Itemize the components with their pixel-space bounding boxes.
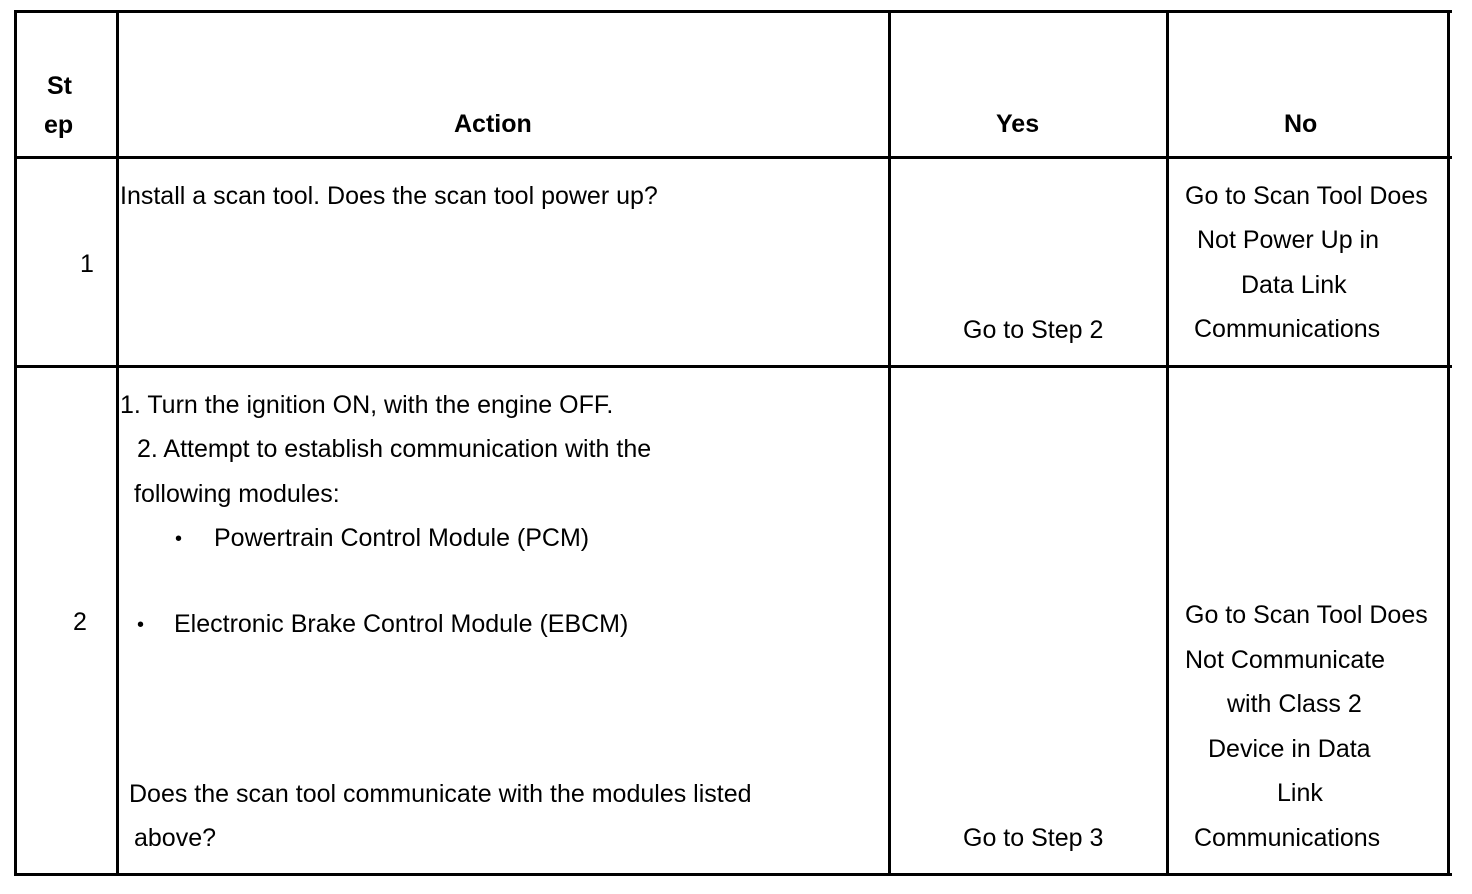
row1-no-line3: Data Link <box>1241 271 1347 299</box>
header-no: No <box>1284 110 1318 138</box>
row-divider <box>14 365 1452 368</box>
row2-action-line1: 1. Turn the ignition ON, with the engine OFF. <box>120 391 614 419</box>
row2-bullet-2: • <box>137 614 145 636</box>
row2-action-line3: following modules: <box>134 480 340 508</box>
header-yes: Yes <box>996 110 1040 138</box>
row2-no-line3: with Class 2 <box>1227 690 1362 718</box>
row2-no-line5: Link <box>1277 779 1323 807</box>
row2-action-line2: 2. Attempt to establish communication with the <box>137 435 652 463</box>
header-step-line1: St <box>47 72 72 100</box>
row1-yes: Go to Step 2 <box>963 316 1104 344</box>
table-border-left <box>14 10 17 876</box>
column-divider-step <box>116 10 119 876</box>
row1-action: Install a scan tool. Does the scan tool power up? <box>120 182 658 210</box>
row2-step: 2 <box>73 608 87 636</box>
row1-no <box>1169 181 1447 361</box>
header-divider <box>14 156 1452 159</box>
column-divider-action <box>888 10 891 876</box>
table-border-bottom <box>14 873 1452 876</box>
row1-no-line2: Not Power Up in <box>1197 226 1380 254</box>
row2-bullet-1: • <box>175 528 183 550</box>
row1-no-line1: Go to Scan Tool Does <box>1185 182 1428 210</box>
row2-no-line2: Not Communicate <box>1185 646 1386 674</box>
header-step-line2: ep <box>44 111 74 139</box>
header-action: Action <box>454 110 532 138</box>
row2-action-line7: above? <box>134 824 217 852</box>
row1-no-line4: Communications <box>1194 315 1381 343</box>
row2-no-line6: Communications <box>1194 824 1381 852</box>
row2-action-line6: Does the scan tool communicate with the modules listed <box>129 780 752 808</box>
row2-no-line1: Go to Scan Tool Does <box>1185 601 1428 629</box>
row1-step: 1 <box>80 250 94 278</box>
row2-no-line4: Device in Data <box>1208 735 1371 763</box>
table-border-top <box>14 10 1452 13</box>
row2-no <box>1169 600 1447 870</box>
row2-action-line5: Electronic Brake Control Module (EBCM) <box>174 610 629 638</box>
table-border-right <box>1447 10 1450 876</box>
row2-action-line4: Powertrain Control Module (PCM) <box>214 524 590 552</box>
row2-yes: Go to Step 3 <box>963 824 1104 852</box>
